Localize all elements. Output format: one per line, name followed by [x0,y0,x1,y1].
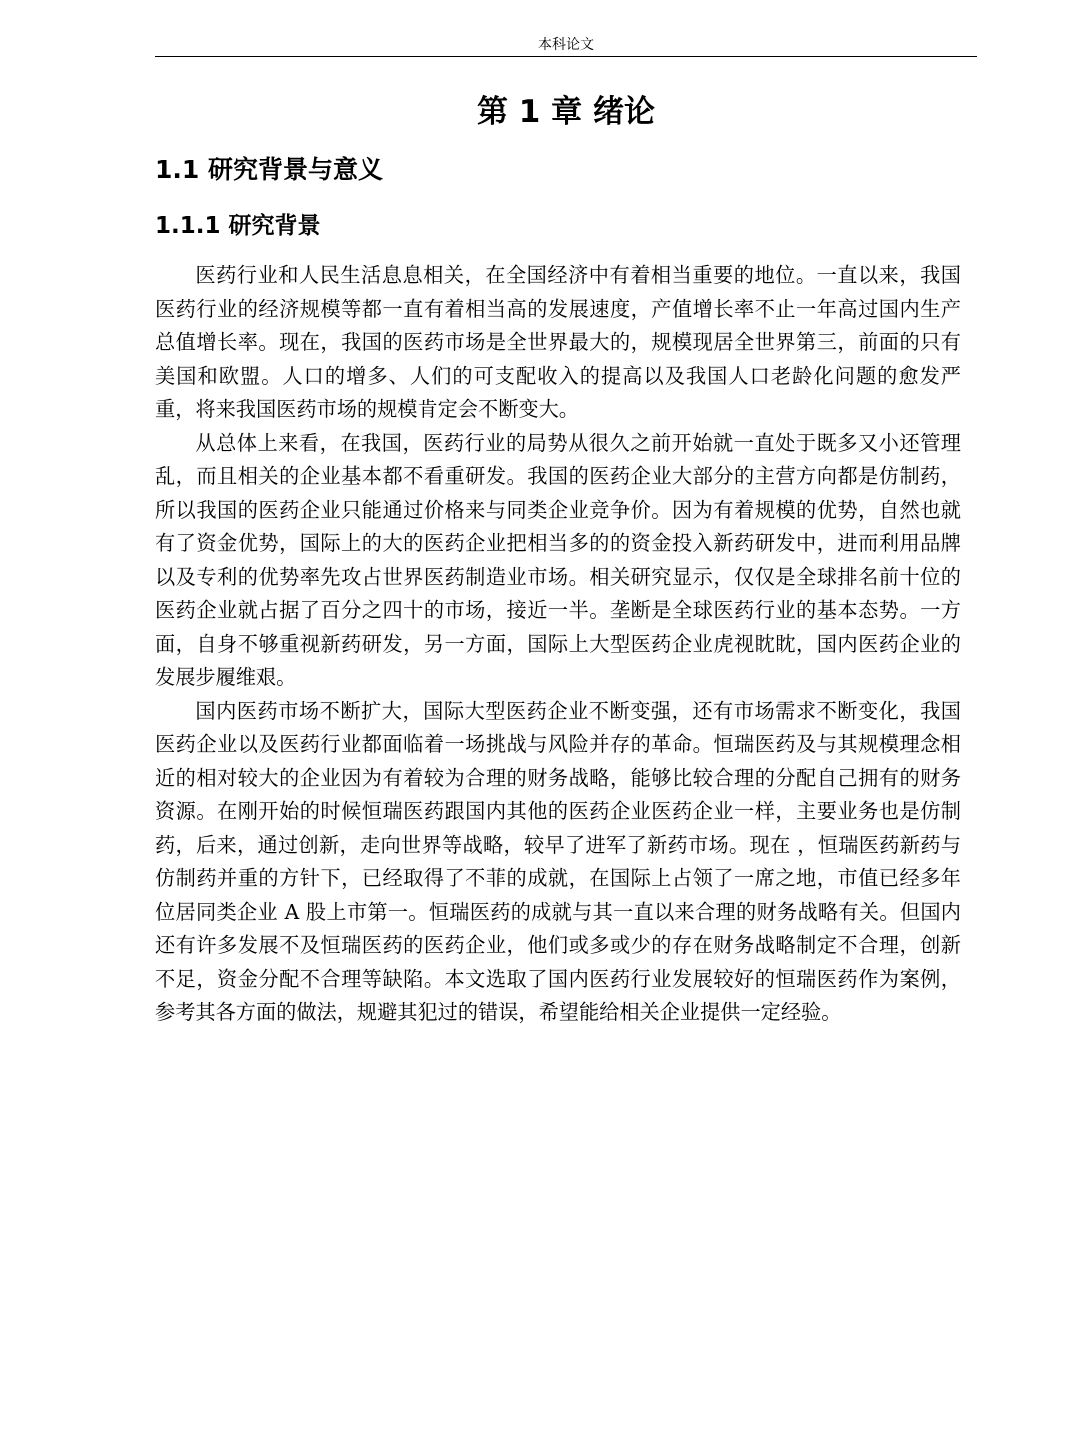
section-title: 1.1 研究背景与意义 [155,155,383,184]
subsection-title: 1.1.1 研究背景 [155,213,321,239]
body-text [155,259,961,1030]
paragraph: 国内医药市场不断扩大，国际大型医药企业不断变强，还有市场需求不断变化，我国医药企业以及医药行业都面临着一场挑战与风险并存的革命。恒瑞医药及与其规模理念相近的相对较大的企业因为有着较为合理的财务战略，能够比较合理的分配自己拥有的财务资源。在刚开始的时候恒瑞医药跟国内其他的医药企业医药企业一样，主要业务也是仿制药，后来，通过创新，走向世界等战略，较早了进军了新药市场。现在 ，恒瑞医药新药与仿制药并重的方针下，已经取得了不菲的成就，在国际上占领了一席之地，市值已经多年位居同类企业 A 股上市第一。恒瑞医药的成就与其一直以来合理的财务战略有关。但国内还有许多发展不及恒瑞医药的医药企业，他们或多或少的存在财务战略制定不合理，创新不足，资金分配不合理等缺陷。本文选取了国内医药行业发展较好的恒瑞医药作为案例，参考其各方面的做法，规避其犯过的错误，希望能给相关企业提供一定经验。 [155,698,961,1024]
paragraph: 医药行业和人民生活息息相关，在全国经济中有着相当重要的地位。一直以来，我国医药行业的经济规模等都一直有着相当高的发展速度，产值增长率不止一年高过国内生产总值增长率。现在，我国的医药市场是全世界最大的，规模现居全世界第三，前面的只有美国和欧盟。人口的增多、人们的可支配收入的提高以及我国人口老龄化问题的愈发严重，将来我国医药市场的规模肯定会不断变大。 [155,263,961,421]
chapter-title: 第 1 章 绪论 [477,94,655,130]
page-header: 本科论文 [538,37,594,53]
paragraph: 从总体上来看，在我国，医药行业的局势从很久之前开始就一直处于既多又小还管理乱，而且相关的企业基本都不看重研发。我国的医药企业大部分的主营方向都是仿制药，所以我国的医药企业只能通过价格来与同类企业竞争价。因为有着规模的优势，自然也就有了资金优势，国际上的大的医药企业把相当多的的资金投入新药研发中，进而利用品牌以及专利的优势率先攻占世界医药制造业市场。相关研究显示，仅仅是全球排名前十位的医药企业就占据了百分之四十的市场，接近一半。垄断是全球医药行业的基本态势。一方面，自身不够重视新药研发，另一方面，国际上大型医药企业虎视眈眈，国内医药企业的发展步履维艰。 [155,430,961,689]
header-divider [155,56,977,57]
